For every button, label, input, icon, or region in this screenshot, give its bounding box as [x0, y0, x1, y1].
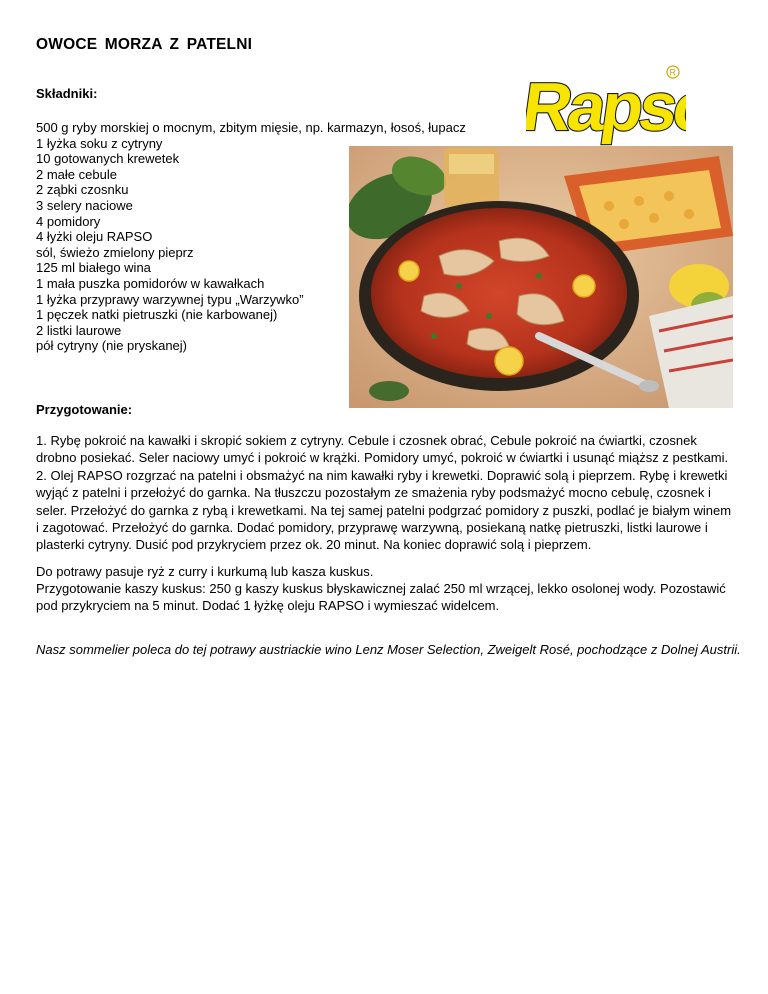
list-item: 4 pomidory: [36, 213, 101, 229]
preparation-step-2: 2. Olej RAPSO rozgrzać na patelni i obsmażyć na nim kawałki ryby i krewetki. Doprawić solą i pieprzem. Rybę i krewetki wyjąć z patelni i przełożyć do garnka. Na tłuszczu pozostałym ze smażenia ryby podsmażyć mocno cebulę, czosnek i seler. Przełożyć do garnka z rybą i krewetkami. Na tej samej patelni podgrzać pomidory z puszki, podlać je białym winem i zagotować. Przełożyć do garnka. Dodać pomidory, przyprawę warzywną, posiekaną natkę pietruszki, listki laurowe i plasterki cytryny. Dusić pod przykryciem przez ok. 20 minut. Na koniec doprawić solą i pieprzem.: [36, 468, 732, 553]
list-item: 1 łyżka przyprawy warzywnej typu „Warzywko”: [36, 291, 304, 307]
list-item: 1 pęczek natki pietruszki (nie karbowanej): [36, 307, 278, 323]
list-item: 2 ząbki czosnku: [36, 182, 129, 198]
ingredients-label: Składniki:: [36, 86, 98, 101]
svg-text:R: R: [669, 67, 676, 78]
list-item: 3 selery naciowe: [36, 197, 133, 213]
recipe-title: OWOCE MORZA Z PATELNI: [36, 36, 253, 53]
list-item: 2 małe cebule: [36, 166, 117, 182]
list-item: 500 g ryby morskiej o mocnym, zbitym mięsie, np. karmazyn, łosoś, łupacz: [36, 120, 466, 135]
list-item: 125 ml białego wina: [36, 260, 151, 276]
list-item: 10 gotowanych krewetek: [36, 151, 180, 167]
couscous-instructions: Przygotowanie kaszy kuskus: 250 g kaszy kuskus błyskawicznej zalać 250 ml wrzącej, lekko osolonej wody. Pozostawić pod przykryciem na 5 minut. Dodać 1 łyżkę oleju RAPSO i wymieszać widelcem.: [36, 581, 726, 614]
list-item: 1 mała puszka pomidorów w kawałkach: [36, 275, 265, 291]
ingredients-list: [36, 120, 466, 354]
list-item: 1 łyżka soku z cytryny: [36, 135, 163, 151]
rapso-logo: [526, 58, 686, 146]
serving-suggestion: Do potrawy pasuje ryż z curry i kurkumą lub kasza kuskus.: [36, 564, 374, 579]
list-item: 4 łyżki oleju RAPSO: [36, 229, 153, 245]
preparation-label: Przygotowanie:: [36, 402, 133, 417]
list-item: sól, świeżo zmielony pieprz: [36, 244, 194, 260]
sommelier-note: Nasz sommelier poleca do tej potrawy austriackie wino Lenz Moser Selection, Zweigelt Rosé, pochodzące z Dolnej Austrii.: [36, 642, 741, 657]
svg-text:Rapso: Rapso: [526, 69, 686, 145]
list-item: pół cytryny (nie pryskanej): [36, 338, 187, 354]
preparation-step-1: 1. Rybę pokroić na kawałki i skropić sokiem z cytryny. Cebule i czosnek obrać, Cebule pokroić na ćwiartki, czosnek drobno posiekać. Seler naciowy umyć i pokroić w krążki. Pomidory umyć, pokroić w ćwiartki i usunąć miąższ z pestkami.: [36, 433, 729, 466]
list-item: 2 listki laurowe: [36, 322, 122, 338]
